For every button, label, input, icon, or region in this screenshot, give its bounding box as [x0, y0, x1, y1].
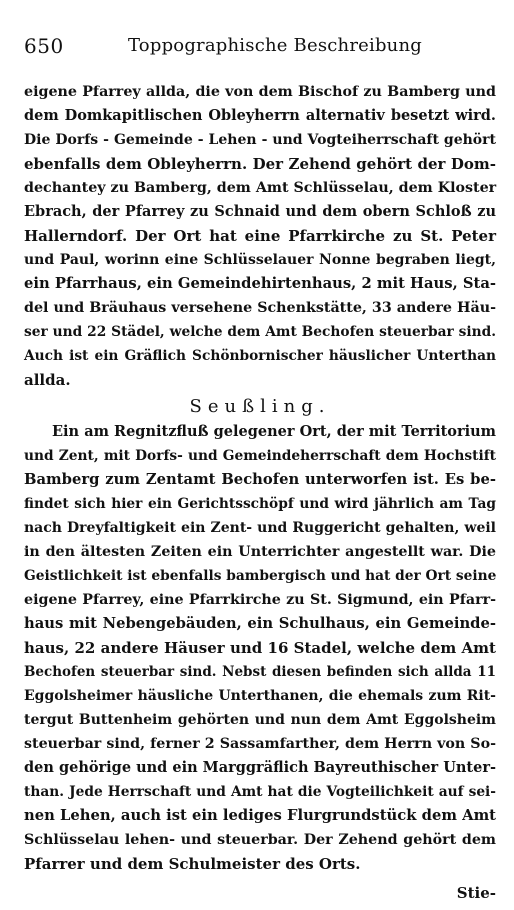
text-line: Pfarrer und dem Schulmeister des Orts.: [24, 855, 361, 873]
text-line: ebenfalls dem Obleyherrn. Der Zehend gehört der Dom-: [24, 155, 496, 173]
text-line: findet sich hier ein Gerichtsschöpf und wird jährlich am Tag: [24, 496, 496, 512]
text-line: Geistlichkeit ist ebenfalls bambergisch und hat der Ort seine: [24, 568, 497, 584]
text-line: haus mit Nebengebäuden, ein Schulhaus, ein Gemeinde-: [24, 615, 496, 632]
text-line: Auch ist ein Gräflich Schönbornischer häuslicher Unterthan: [24, 348, 496, 364]
document-page: [24, 34, 497, 902]
text-line: den gehörige und ein Marggräflich Bayreuthischer Unter-: [24, 759, 497, 776]
text-line: Bamberg zum Zentamt Bechofen unterworfen ist. Es be-: [24, 471, 496, 488]
text-line: Die Dorfs - Gemeinde - Lehen - und Vogteiherrschaft gehört: [24, 132, 496, 148]
running-title: Toppographische Beschreibung: [128, 35, 422, 56]
text-line: ein Pfarrhaus, ein Gemeindehirtenhaus, 2 mit Haus, Sta-: [24, 275, 496, 292]
text-line: und Paul, worinn eine Schlüsselauer Nonne begraben liegt,: [24, 252, 496, 268]
text-line: Hallerndorf. Der Ort hat eine Pfarrkirche zu St. Peter: [24, 227, 496, 245]
page-number: 650: [24, 34, 64, 58]
text-line: Bechofen steuerbar sind. Nebst diesen befinden sich allda 11: [24, 664, 496, 680]
section-heading: Seußling.: [189, 396, 331, 417]
text-line: tergut Buttenheim gehörten und nun dem Amt Eggolsheim: [24, 712, 496, 728]
text-line: Ein am Regnitzfluß gelegener Ort, der mit Territorium: [52, 423, 496, 440]
text-line: than. Jede Herrschaft und Amt hat die Vogteilichkeit auf sei-: [24, 784, 496, 800]
text-line: steuerbar sind, ferner 2 Sassamfarther, dem Herrn von So-: [24, 736, 496, 752]
text-line: in den ältesten Zeiten ein Unterrichter angestellt war. Die: [24, 544, 496, 560]
text-line: Ebrach, der Pfarrey zu Schnaid und dem obern Schloß zu: [24, 203, 496, 220]
text-line: eigene Pfarrey allda, die von dem Bischof zu Bamberg und: [24, 84, 496, 100]
text-line: nach Dreyfaltigkeit ein Zent- und Ruggericht gehalten, weil: [24, 520, 496, 536]
paragraph-1: [24, 80, 496, 392]
paragraph-2: [24, 420, 496, 876]
text-line: haus, 22 andere Häuser und 16 Stadel, welche dem Amt: [24, 639, 496, 657]
text-line: ser und 22 Städel, welche dem Amt Bechofen steuerbar sind.: [24, 324, 496, 340]
text-line: allda.: [24, 371, 71, 389]
text-line: eigene Pfarrey, eine Pfarrkirche zu St. Sigmund, ein Pfarr-: [24, 592, 496, 608]
text-line: Eggolsheimer häusliche Unterthanen, die ehemals zum Rit-: [24, 688, 496, 704]
catchword: Stie-: [456, 884, 496, 902]
text-line: und Zent, mit Dorfs- und Gemeindeherrschaft dem Hochstift: [24, 448, 496, 464]
text-line: dechantey zu Bamberg, dem Amt Schlüsselau, dem Kloster: [24, 180, 497, 196]
text-line: del und Bräuhaus versehene Schenkstätte, 33 andere Häu-: [24, 300, 496, 316]
text-line: Schlüsselau lehen- und steuerbar. Der Zehend gehört dem: [24, 832, 496, 848]
page-header: [24, 34, 496, 60]
catchword-row: [24, 882, 496, 910]
text-line: nen Lehen, auch ist ein lediges Flurgrundstück dem Amt: [24, 807, 496, 824]
text-line: dem Domkapitlischen Obleyherrn alternativ besetzt wird.: [24, 107, 496, 124]
